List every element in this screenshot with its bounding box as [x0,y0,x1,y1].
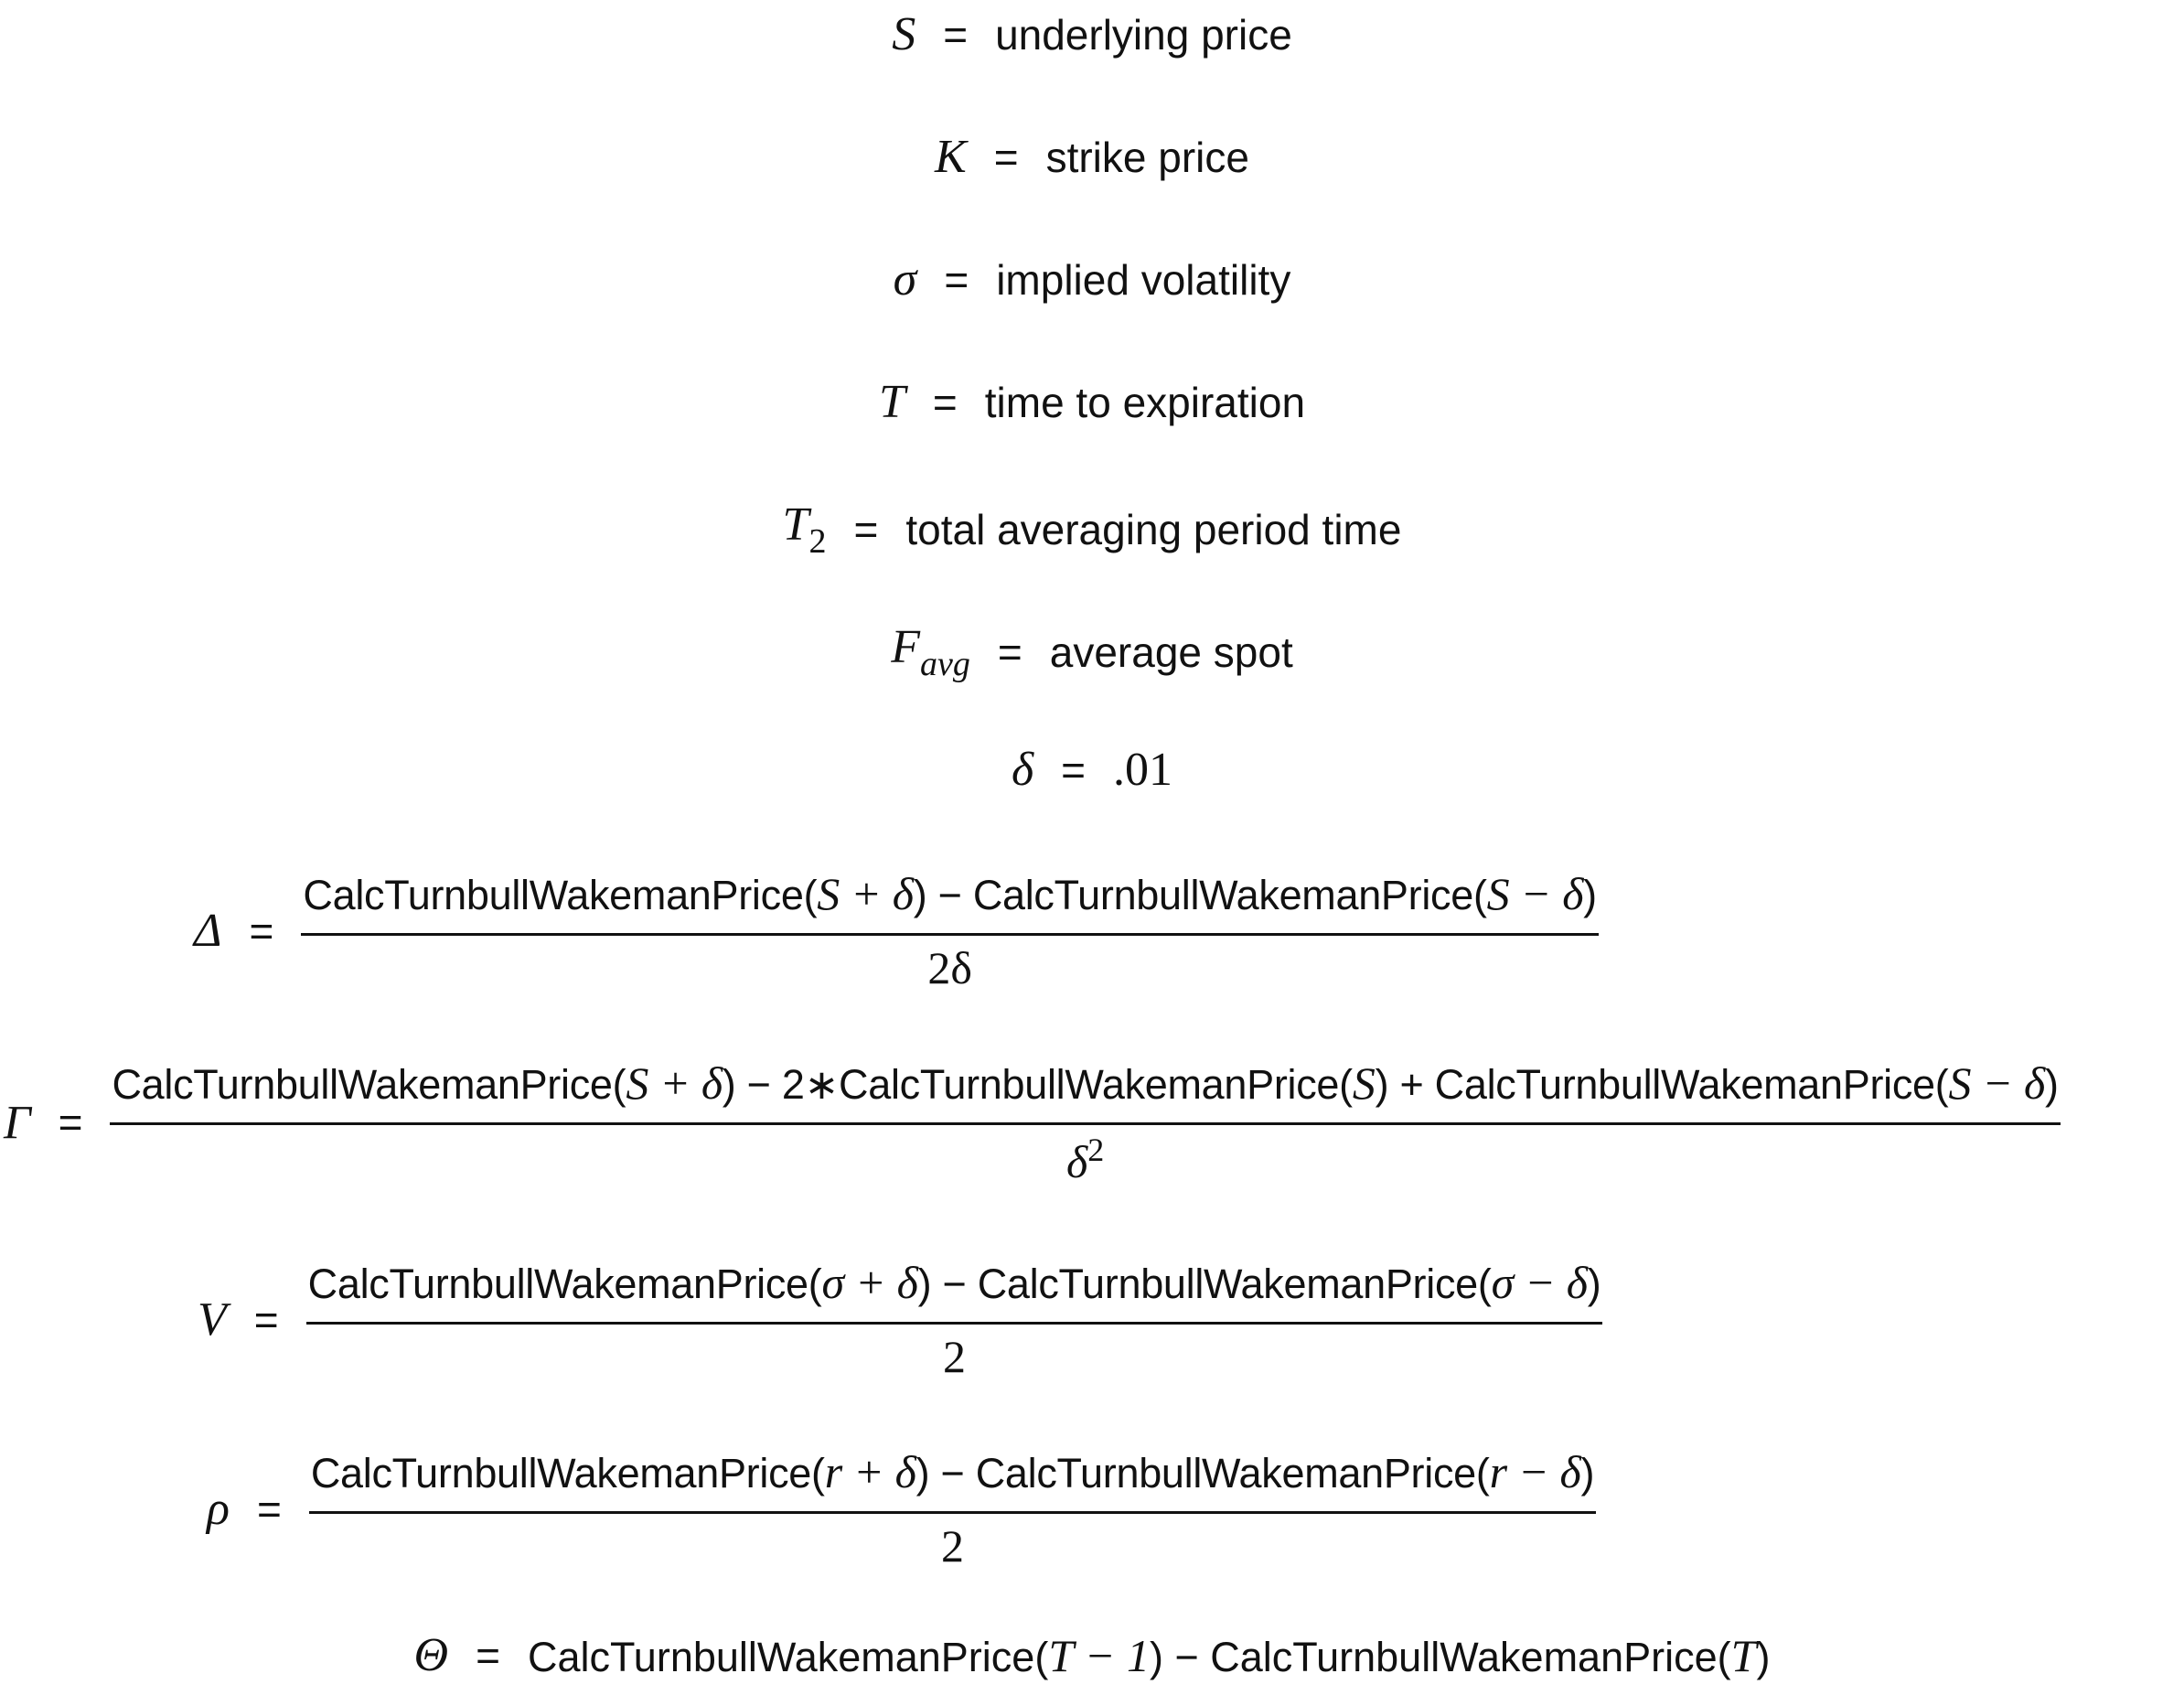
gamma-formula [4,1057,2061,1188]
equals-sign: = [993,133,1019,181]
def-delta-step [0,743,2184,797]
delta-fraction [301,867,1598,994]
value-delta-step: .01 [1113,744,1173,796]
delta-formula [194,867,1599,994]
description-implied-volatility: implied volatility [996,255,1291,304]
def-strike-price [0,130,2184,184]
vega-denominator: 2 [943,1331,967,1382]
vega-fraction [306,1256,1603,1383]
vega-numerator: CalcTurnbullWakemanPrice(σ + δ) − CalcTurnbullWakemanPrice(σ − δ) [307,1257,1601,1308]
symbol-gamma: Γ [4,1096,31,1149]
symbol-s: S [892,8,916,60]
rho-formula [207,1445,1596,1572]
equals-sign: = [249,907,274,955]
def-implied-volatility [0,252,2184,306]
vega-formula [198,1256,1602,1383]
subscript-avg: avg [920,645,970,683]
equals-sign: = [997,628,1022,676]
description-average-spot: average spot [1049,628,1293,676]
equals-sign: = [476,1631,500,1679]
def-total-averaging-period [0,498,2184,562]
def-time-to-expiration [0,375,2184,429]
symbol-sigma: σ [893,253,917,306]
symbol-small-delta: δ [1011,744,1034,796]
equals-sign: = [253,1295,279,1344]
description-total-averaging-period: total averaging period time [905,506,1402,553]
symbol-f-avg: $F_{avg}$ [891,621,970,683]
symbol-k: K [935,131,967,183]
description-strike-price: strike price [1045,133,1249,181]
equals-sign: = [1061,746,1087,794]
rho-numerator: CalcTurnbullWakemanPrice(r + δ) − CalcTurnbullWakemanPrice(r − δ) [310,1446,1595,1497]
def-underlying-price [0,7,2184,61]
gamma-numerator: CalcTurnbullWakemanPrice(S + δ) − 2∗CalcTurnbullWakemanPrice(S) + CalcTurnbullWakemanPrice(S − δ) [112,1057,2059,1109]
symbol-theta: Θ [413,1629,449,1681]
rho-denominator: 2 [941,1520,965,1572]
symbol-vega: V [198,1293,227,1346]
delta-numerator: CalcTurnbullWakemanPrice(S + δ) − CalcTurnbullWakemanPrice(S − δ) [303,868,1597,919]
gamma-fraction [110,1057,2060,1188]
theta-expression: CalcTurnbullWakemanPrice(T − 1) − CalcTurnbullWakemanPrice(T) [527,1629,1771,1681]
gamma-denominator: $\delta^2$ [1065,1132,1105,1187]
description-time-to-expiration: time to expiration [984,378,1306,426]
theta-formula [0,1628,2184,1682]
description-underlying-price: underlying price [995,10,1292,59]
symbol-t2: $T_2$ [782,499,827,561]
equals-sign: = [853,506,879,553]
subscript-2: 2 [808,522,827,561]
equals-sign: = [932,378,958,426]
rho-fraction [309,1445,1596,1572]
symbol-t: T [878,376,905,428]
equals-sign: = [58,1099,83,1146]
symbol-delta: Δ [194,905,222,957]
def-average-spot [0,620,2184,684]
equals-sign: = [256,1485,282,1533]
equals-sign: = [944,255,969,304]
symbol-rho: ρ [207,1483,230,1535]
equals-sign: = [943,10,969,59]
delta-denominator: 2δ [927,942,972,993]
